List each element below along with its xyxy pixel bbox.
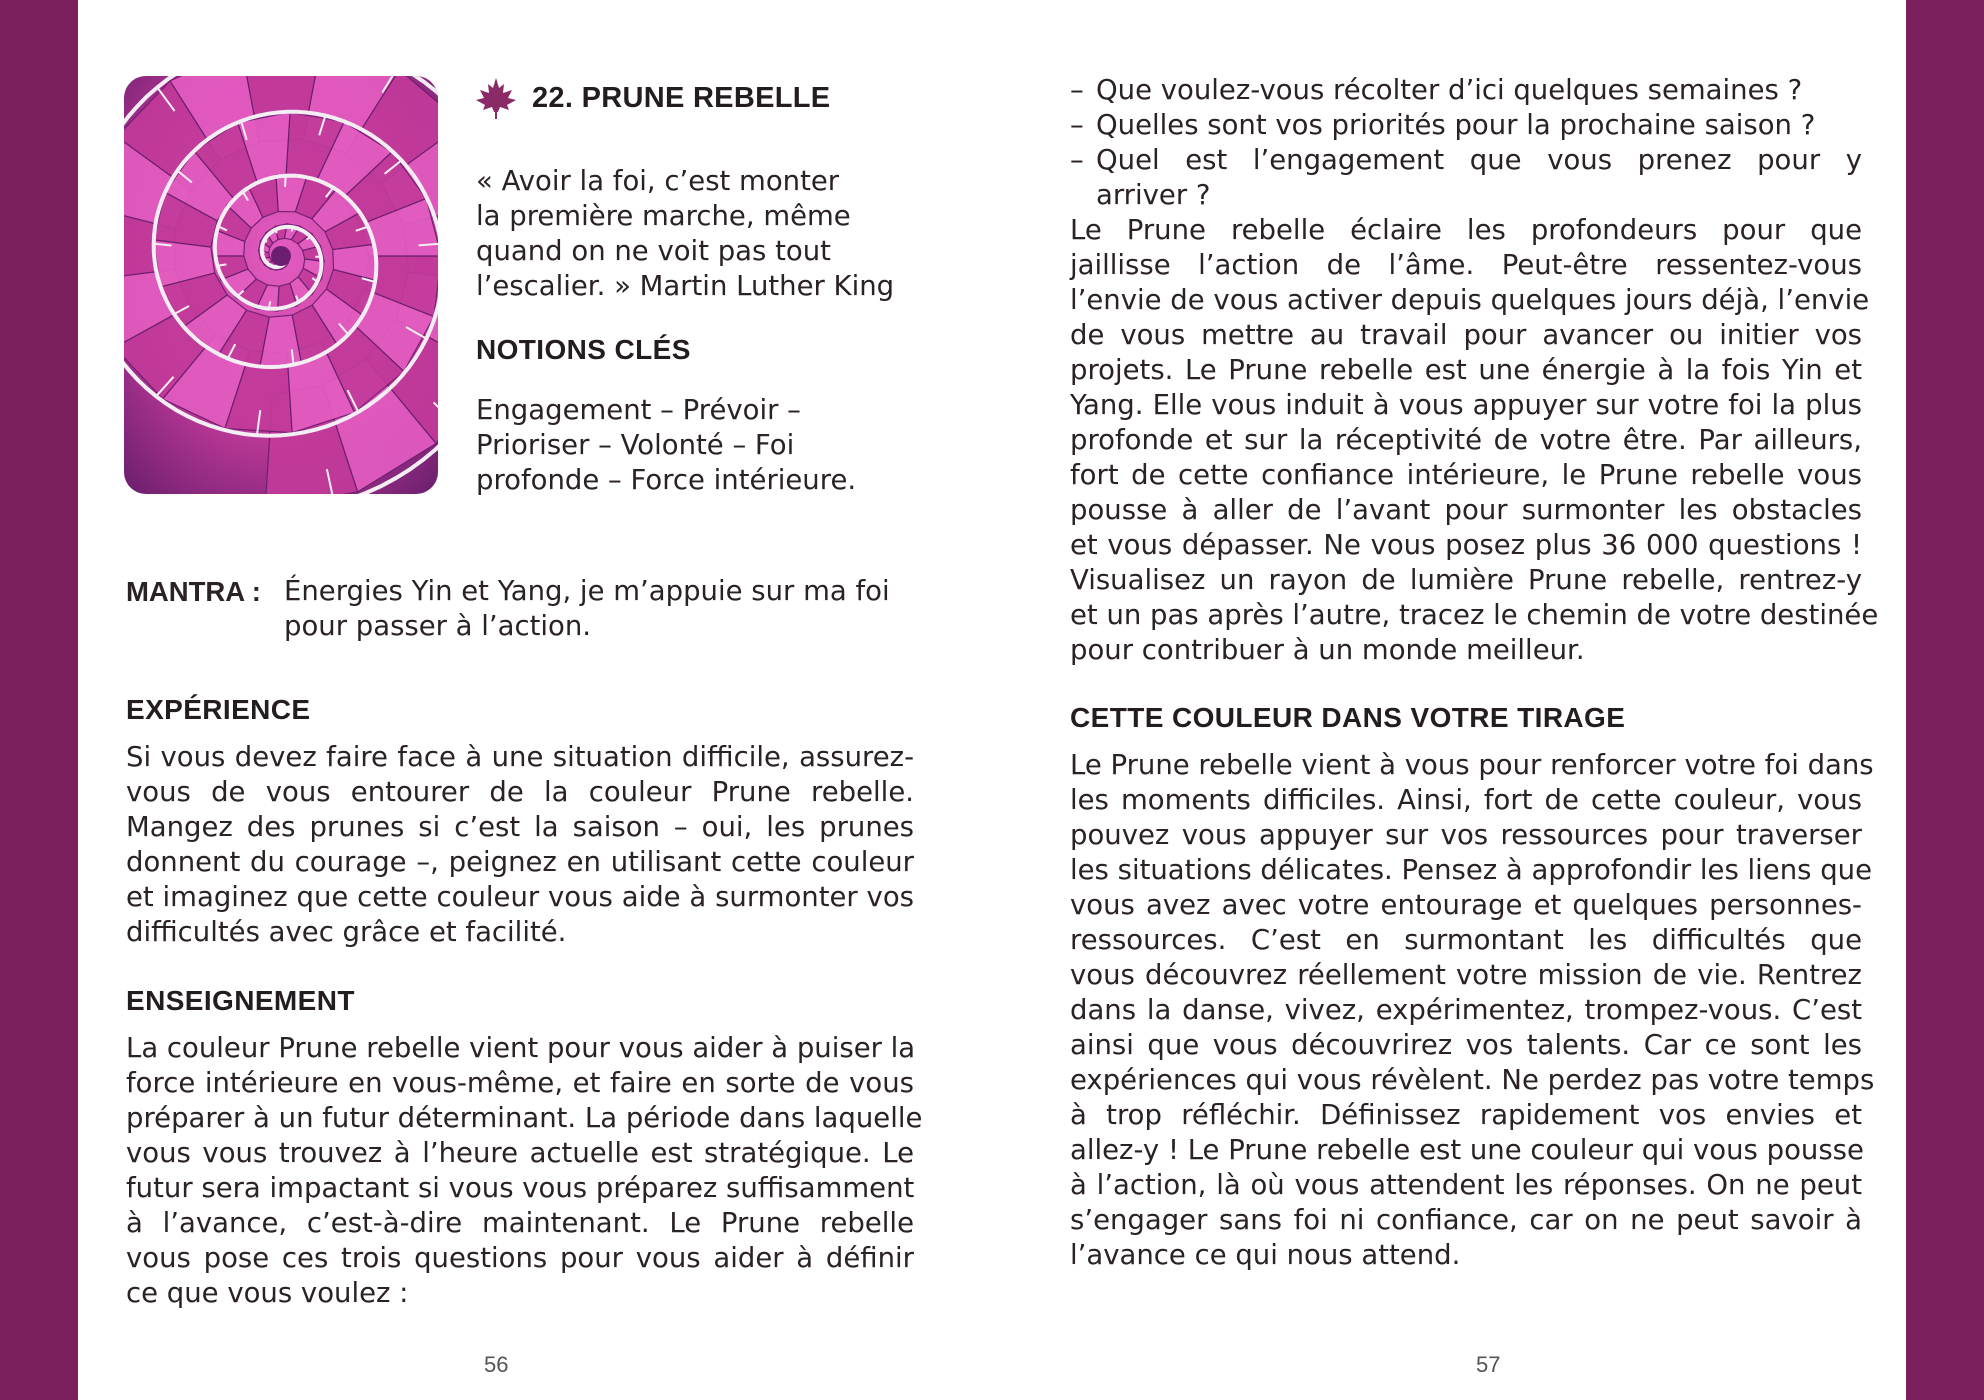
question-text: Quelles sont vos priorités pour la prochaine saison ?	[1096, 109, 1816, 141]
right-paragraph-2	[1070, 748, 1875, 1273]
text-line: vous pose ces trois questions pour vous aider à définir	[126, 1242, 914, 1274]
text-line: La couleur Prune rebelle vient pour vous aider à puiser la	[126, 1032, 916, 1064]
text-line: dans la danse, vivez, expérimentez, trompez-vous. C’est	[1070, 994, 1862, 1026]
stair-baluster	[266, 261, 268, 262]
text-line: et vous dépasser. Ne vous posez plus 36 000 questions !	[1070, 529, 1862, 561]
page-number-right: 57	[1476, 1352, 1501, 1377]
text-line: pouvez vous appuyer sur vos ressources pour traverser	[1070, 819, 1862, 851]
stair-baluster	[217, 264, 226, 265]
page-number-left: 56	[484, 1352, 509, 1377]
text-line: Yang. Elle vous induit à vous appuyer sur votre foi la plus	[1070, 389, 1862, 421]
text-line: fort de cette confiance intérieure, le Prune rebelle vous	[1070, 459, 1862, 491]
questions-list	[1070, 73, 1862, 213]
question-item	[1070, 143, 1862, 213]
text-line: vous avez avec votre entourage et quelques personnes-	[1070, 889, 1862, 921]
text-line: pour passer à l’action.	[284, 610, 592, 642]
mantra	[126, 574, 966, 644]
question-text: Que voulez-vous récolter d’ici quelques semaines ?	[1096, 74, 1803, 106]
text-line: force intérieure en vous-même, et faire en sorte de vous	[126, 1067, 914, 1099]
text-line: futur sera impactant si vous vous préparez suffisamment	[126, 1172, 915, 1204]
text-line: ainsi que vous découvrirez vos talents. Car ce sont les	[1070, 1029, 1862, 1061]
question-dash: –	[1070, 144, 1084, 176]
couleur-title: CETTE COULEUR DANS VOTRE TIRAGE	[1070, 702, 1626, 733]
text-line: les moments difficiles. Ainsi, fort de cette couleur, vous	[1070, 784, 1862, 816]
text-line: jaillisse l’action de l’âme. Peut-être ressentez-vous	[1070, 249, 1862, 281]
text-line: l’escalier. » Martin Luther King	[476, 270, 895, 302]
text-line: Si vous devez faire face à une situation difficile, assurez-	[126, 741, 914, 773]
left-page	[78, 0, 992, 1400]
question-text: arriver ?	[1096, 179, 1211, 211]
right-border-band	[1906, 0, 1984, 1400]
left-border-band	[0, 0, 78, 1400]
text-line: les situations délicates. Pensez à approfondir les liens que	[1070, 854, 1873, 886]
experience-text	[126, 740, 914, 950]
stair-baluster	[262, 252, 265, 253]
text-line: de vous mettre au travail pour avancer ou initier vos	[1070, 319, 1862, 351]
question-dash: –	[1070, 109, 1084, 141]
text-line: profonde – Force intérieure.	[476, 464, 857, 496]
text-line: vous de vous entourer de la couleur Prune rebelle.	[126, 776, 914, 808]
text-line: quand on ne voit pas tout	[476, 235, 831, 267]
text-line: et imaginez que cette couleur vous aide à surmonter vos	[126, 881, 914, 913]
stair-baluster	[285, 176, 286, 187]
text-line: ce que vous voulez :	[126, 1277, 409, 1309]
mantra-label: MANTRA :	[126, 576, 261, 607]
stair-baluster	[274, 265, 275, 267]
enseignement-text	[126, 1031, 923, 1311]
text-line: vous découvrez réellement votre mission de vie. Rentrez	[1070, 959, 1862, 991]
notions-text	[476, 393, 946, 498]
quote	[476, 164, 946, 304]
mantra-text	[284, 574, 966, 644]
text-line: ressources. C’est en surmontant les difficultés que	[1070, 924, 1862, 956]
card-title-row	[474, 76, 830, 120]
spiral-staircase-illustration	[124, 76, 438, 494]
text-line: donnent du courage –, peignez en utilisant cette couleur	[126, 846, 914, 878]
text-line: et un pas après l’autre, tracez le chemin de votre destinée	[1070, 599, 1879, 631]
text-line: Le Prune rebelle vient à vous pour renforcer votre foi dans	[1070, 749, 1874, 781]
card-illustration	[124, 76, 438, 494]
text-line: « Avoir la foi, c’est monter	[476, 165, 840, 197]
text-line: l’avance ce qui nous attend.	[1070, 1239, 1461, 1271]
text-line: difficultés avec grâce et facilité.	[126, 916, 567, 948]
text-line: Énergies Yin et Yang, je m’appuie sur ma foi	[284, 575, 890, 607]
text-line: expériences qui vous révèlent. Ne perdez pas votre temps	[1070, 1064, 1875, 1096]
text-line: vous vous trouvez à l’heure actuelle est stratégique. Le	[126, 1137, 914, 1169]
stair-center	[271, 246, 291, 266]
question-text: Quel est l’engagement que vous prenez pour y	[1096, 144, 1862, 176]
text-line: pour contribuer à un monde meilleur.	[1070, 634, 1585, 666]
text-line: à l’action, là où vous attendent les réponses. On ne peut	[1070, 1169, 1862, 1201]
notions-title: NOTIONS CLÉS	[476, 334, 691, 365]
text-line: Visualisez un rayon de lumière Prune rebelle, rentrez-y	[1070, 564, 1862, 596]
right-page	[992, 0, 1906, 1400]
card-title: 22. PRUNE REBELLE	[532, 81, 831, 114]
text-line: Mangez des prunes si c’est la saison – oui, les prunes	[126, 811, 914, 843]
text-line: l’envie de vous activer depuis quelques jours déjà, l’envie	[1070, 284, 1870, 316]
right-paragraph-1	[1070, 213, 1879, 668]
question-dash: –	[1070, 74, 1084, 106]
question-item	[1070, 108, 1862, 143]
enseignement-title: ENSEIGNEMENT	[126, 985, 355, 1016]
text-line: projets. Le Prune rebelle est une énergie à la fois Yin et	[1070, 354, 1862, 386]
text-line: préparer à un futur déterminant. La période dans laquelle	[126, 1102, 923, 1134]
text-line: à l’avance, c’est-à-dire maintenant. Le Prune rebelle	[126, 1207, 914, 1239]
text-line: Engagement – Prévoir –	[476, 394, 801, 426]
text-line: profonde et sur la réceptivité de votre être. Par ailleurs,	[1070, 424, 1862, 456]
maple-leaf-icon	[474, 76, 518, 120]
text-line: pousse à aller de l’avant pour surmonter les obstacles	[1070, 494, 1862, 526]
experience-title: EXPÉRIENCE	[126, 694, 311, 725]
stair-baluster	[276, 229, 277, 233]
text-line: Le Prune rebelle éclaire les profondeurs pour que	[1070, 214, 1862, 246]
text-line: Prioriser – Volonté – Foi	[476, 429, 795, 461]
text-line: s’engager sans foi ni confiance, car on ne peut savoir à	[1070, 1204, 1862, 1236]
text-line: la première marche, même	[476, 200, 851, 232]
text-line: allez-y ! Le Prune rebelle est une couleur qui vous pousse	[1070, 1134, 1864, 1166]
text-line: à trop réfléchir. Définissez rapidement vos envies et	[1070, 1099, 1862, 1131]
question-item	[1070, 73, 1862, 108]
